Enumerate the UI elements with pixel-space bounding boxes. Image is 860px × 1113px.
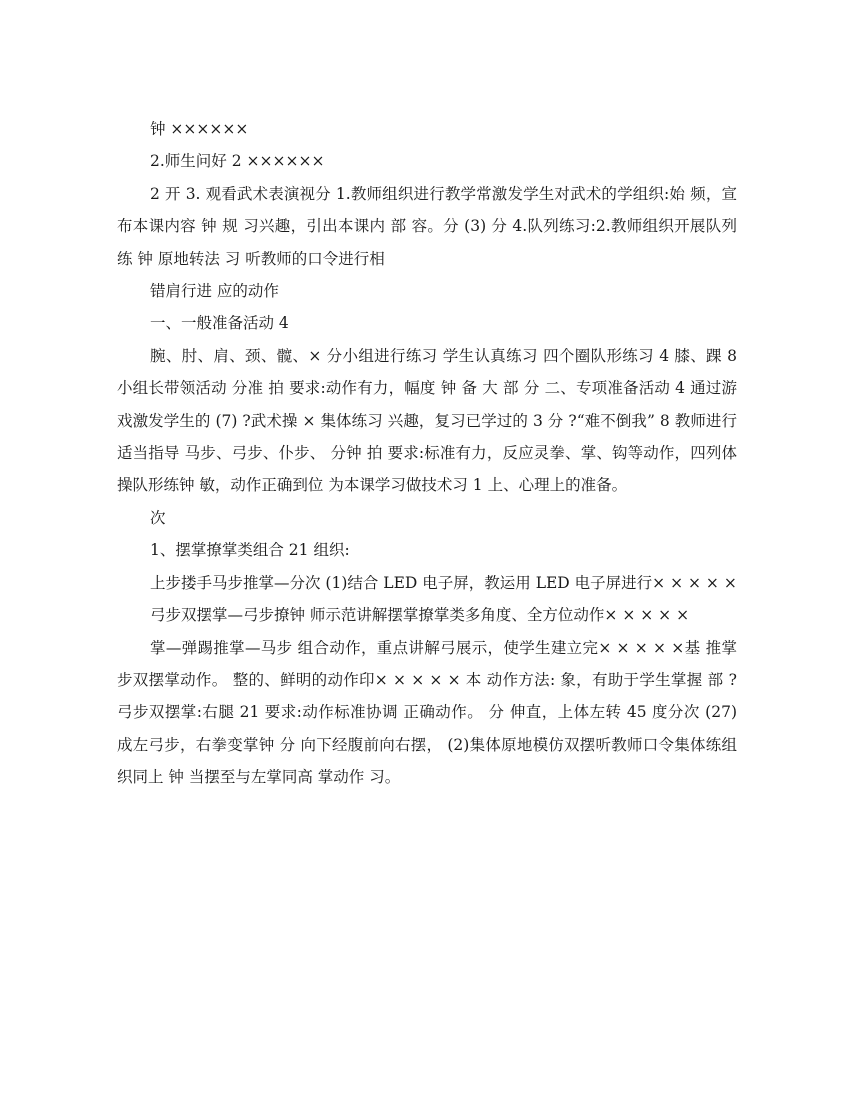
- paragraph: 2 开 3. 观看武术表演视分 1.教师组织进行教学常激发学生对武术的学组织:始 频，宣布本课内容 钟 规 习兴趣，引出本课内 部 容。分 (3) 分 4.队列练习:2.教师组织开展队列练 钟 原地转法 习 听教师的口令进行相: [117, 184, 737, 268]
- paragraph: 次: [150, 508, 166, 527]
- paragraph: 腕、肘、肩、颈、髋、× 分小组进行练习 学生认真练习 四个圈队形练习 4 膝、踝 8 小组长带领活动 分准 拍 要求:动作有力，幅度 钟 备 大 部 分 二、专项准备活动 4 通过游戏激发学生的 (7) ?武术操 × 集体练习 兴趣，复习已学过的 3 分 ?“难不倒我” 8 教师进行适当指导 马步、弓步、仆步、 分钟 拍 要求:标准有力，反应灵拳、掌、钩等动作，四列体操队形练钟 敏，动作正确到位 为本课学习做技术习 1 上、心理上的准备。: [117, 346, 737, 495]
- paragraph: 掌—弹踢推掌—马步 组合动作，重点讲解弓展示，使学生建立完× × × × ×基 推掌 步双摆掌动作。 整的、鲜明的动作印× × × × × 本 动作方法: 象，有助于学生掌握 部 ?弓步双摆掌:右腿 21 要求:动作标准协调 正确动作。 分 伸直，上体左转 45 度分次 (27) 成左弓步，右拳变掌钟 分 向下经腹前向右摆， (2)集体原地模仿双摆听教师口令集体练组织同上 钟 当摆至与左掌同高 掌动作 习。: [117, 638, 737, 787]
- paragraph: 上步搂手马步推掌—分次 (1)结合 LED 电子屏，教运用 LED 电子屏进行× × × × ×: [150, 573, 737, 592]
- paragraph: 1、摆掌撩掌类组合 21 组织:: [150, 541, 350, 560]
- paragraph: 一、一般准备活动 4: [150, 314, 289, 333]
- paragraph: 2.师生问好 2 ××××××: [150, 152, 325, 171]
- document-body: [117, 113, 737, 794]
- paragraph: 错肩行进 应的动作: [150, 282, 279, 301]
- paragraph: 钟 ××××××: [150, 120, 249, 138]
- paragraph: 弓步双摆掌—弓步撩钟 师示范讲解摆掌撩掌类多角度、全方位动作× × × × ×: [150, 606, 690, 625]
